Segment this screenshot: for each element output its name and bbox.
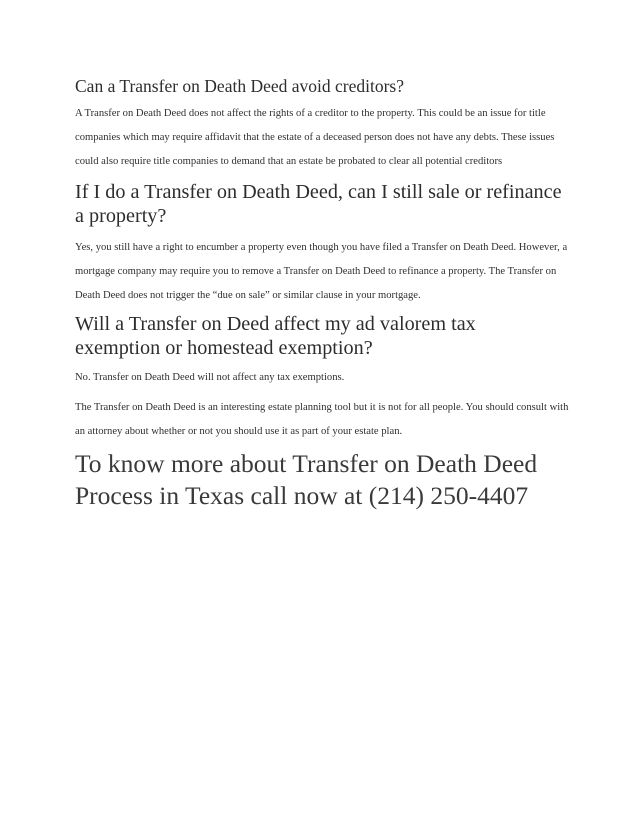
section-paragraph-closing: The Transfer on Death Deed is an interesting estate planning tool but it is not for all people. You should consult with an attorney about whether or not you should use it as part of your estate plan. (75, 402, 569, 438)
section-heading-creditors: Can a Transfer on Death Deed avoid creditors? (75, 76, 404, 96)
section-paragraph-sale-refinance: Yes, you still have a right to encumber a property even though you have filed a Transfer on Death Deed. However, a mortgage company may require you to remove a Transfer on Death Deed to refinance a property. The Transfer on Death Deed does not trigger the “due on sale” or similar clause in your mortgage. (75, 242, 568, 302)
call-to-action-heading: To know more about Transfer on Death Deed Process in Texas call now at (214) 250-4407 (75, 449, 538, 510)
section-heading-sale-refinance: If I do a Transfer on Death Deed, can I still sale or refinance a property? (75, 181, 562, 227)
section-paragraph-tax-exemption: No. Transfer on Death Deed will not affect any tax exemptions. (75, 372, 345, 383)
section-paragraph-creditors: A Transfer on Death Deed does not affect the rights of a creditor to the property. This could be an issue for title companies which may require affidavit that the estate of a deceased person does not have any debts. These issues could also require title companies to demand that an estate be probated to clear all potential creditors (75, 108, 555, 168)
section-heading-tax-exemption: Will a Transfer on Deed affect my ad valorem tax exemption or homestead exemption? (75, 313, 476, 359)
